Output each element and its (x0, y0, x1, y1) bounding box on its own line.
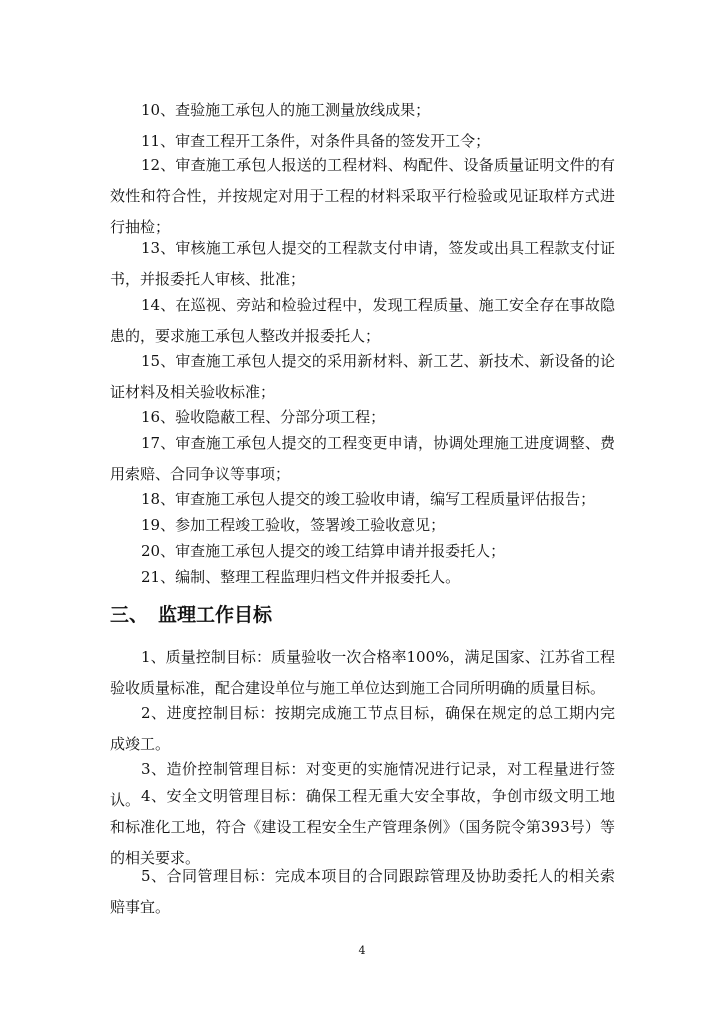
list-item-13: 13、审核施工承包人提交的工程款支付申请，签发或出具工程款支付证书，并报委托人审核、批准； (110, 239, 615, 288)
list-item-15: 15、审查施工承包人提交的采用新材料、新工艺、新技术、新设备的论证材料及相关验收标准； (110, 352, 615, 401)
page-number: 4 (358, 944, 366, 957)
list-item-19: 19、参加工程竣工验收，签署竣工验收意见； (141, 516, 446, 534)
section-heading (110, 600, 272, 630)
list-item-12: 12、审查施工承包人报送的工程材料、构配件、设备质量证明文件的有效性和符合性，并按规定对用于工程的材料采取平行检验或见证取样方式进行抽检； (110, 156, 615, 236)
list-item-10: 10、查验施工承包人的施工测量放线成果； (141, 101, 431, 119)
list-item-14: 14、在巡视、旁站和检验过程中，发现工程质量、施工安全存在事故隐患的，要求施工承包人整改并报委托人； (110, 296, 615, 345)
goal-safety: 4、安全文明管理目标：确保工程无重大安全事故，争创市级文明工地和标准化工地，符合《建设工程安全生产管理条例》（国务院令第393号）等的相关要求。 (110, 787, 615, 867)
section-number: 三、 (110, 604, 149, 626)
goal-quality: 1、质量控制目标：质量验收一次合格率100%，满足国家、江苏省工程验收质量标准，配合建设单位与施工单位达到施工合同所明确的质量目标。 (110, 648, 615, 697)
list-item-17: 17、审查施工承包人提交的工程变更申请，协调处理施工进度调整、费用索赔、合同争议等事项； (110, 434, 615, 483)
goal-schedule: 2、进度控制目标：按期完成施工节点目标，确保在规定的总工期内完成竣工。 (110, 704, 615, 753)
list-item-21: 21、编制、整理工程监理归档文件并报委托人。 (141, 568, 461, 586)
goal-cost: 3、造价控制管理目标：对变更的实施情况进行记录，对工程量进行签认。 (110, 760, 615, 809)
section-title: 监理工作目标 (158, 604, 273, 626)
list-item-18: 18、审查施工承包人提交的竣工验收申请，编写工程质量评估报告； (141, 490, 596, 508)
list-item-20: 20、审查施工承包人提交的竣工结算申请并报委托人； (141, 542, 506, 560)
goal-contract: 5、合同管理目标：完成本项目的合同跟踪管理及协助委托人的相关索赔事宜。 (110, 867, 615, 916)
list-item-16: 16、验收隐蔽工程、分部分项工程； (141, 408, 386, 426)
list-item-11: 11、审查工程开工条件，对条件具备的签发开工令； (141, 132, 491, 150)
